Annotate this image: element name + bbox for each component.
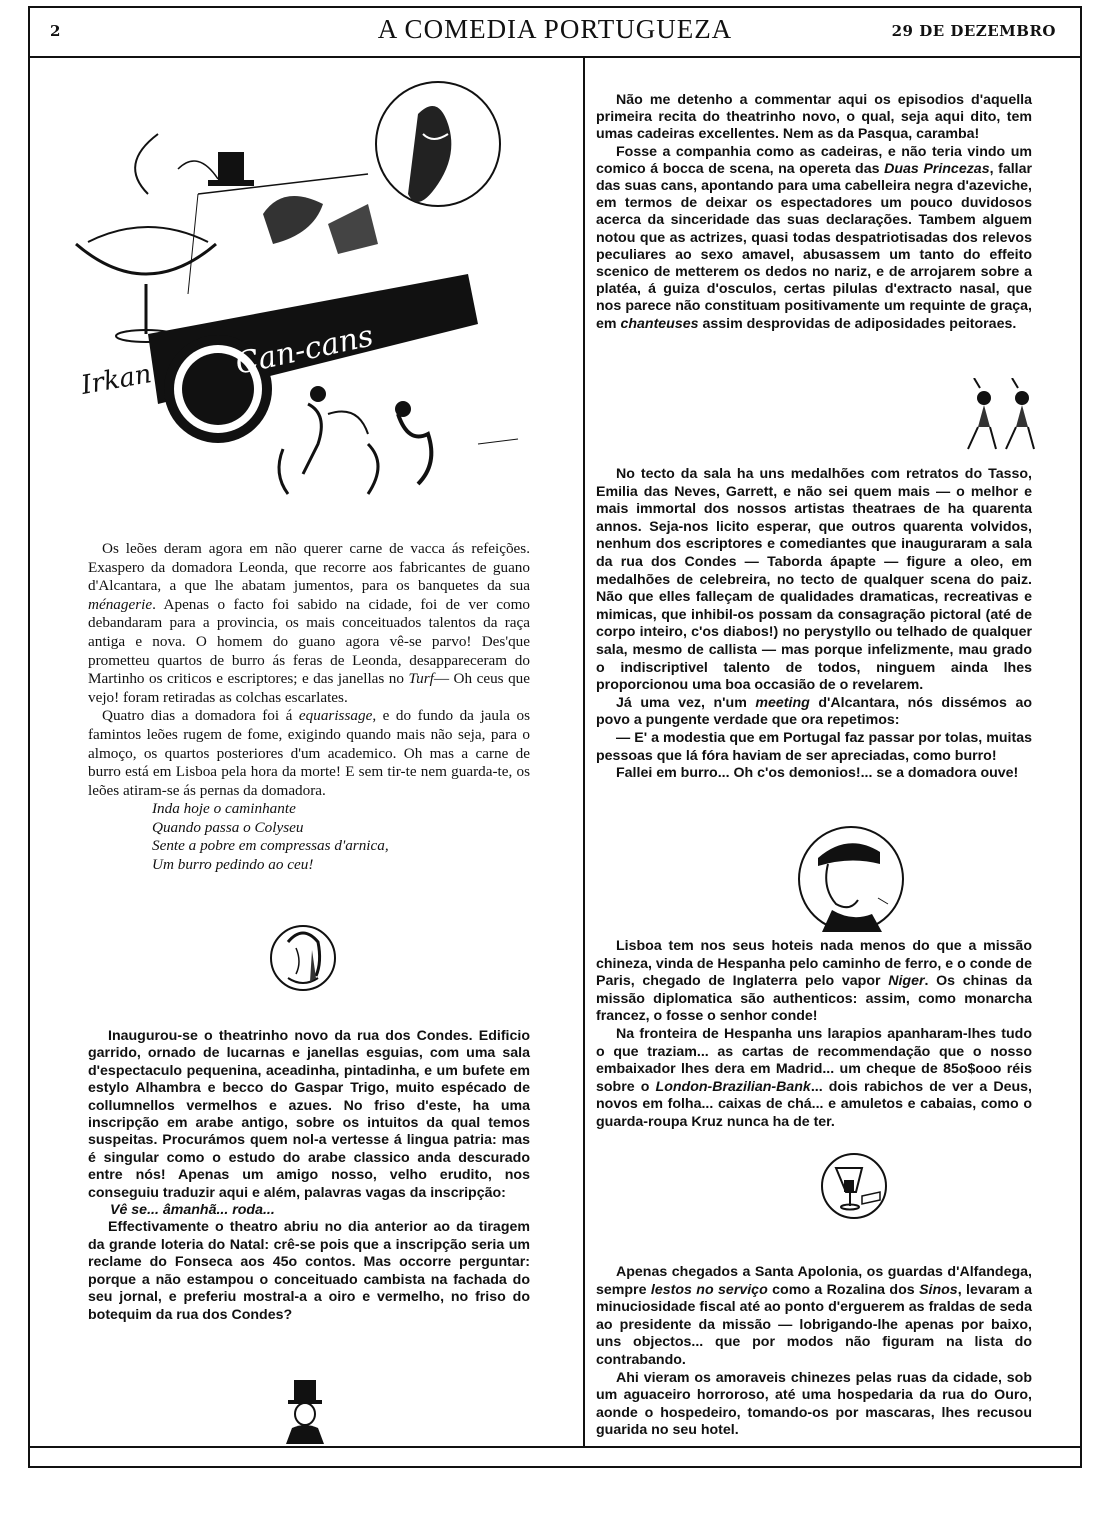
glass-icon	[818, 1150, 890, 1222]
verse-line: Um burro pedindo ao ceu!	[152, 855, 314, 873]
paragraph: Quatro dias a domadora foi á equarissage, e do fundo da jaula os famintos leões rugem de fome, exigindo quando mais não seja, para o almoço, os quartos posteriores d'um academico. Oh mas a carne de burro está em Lisboa pela hora da morte! E sem tir-te nem guarda-te, os leões atiram-se ás pernas da domadora.	[88, 707, 531, 799]
paragraph: Fallei em burro... Oh c'os demonios!... se a domadora ouve!	[616, 765, 1019, 782]
paragraph: Não me detenho a commentar aqui os episodios d'aquella primeira recita do theatrinho novo, o qual, seja aqui dito, tem umas cadeiras excellentes. Nem as da Pasqua, caramba!	[596, 92, 1032, 143]
paragraph: — E' a modestia que em Portugal faz passar por tolas, muitas pessoas que lá fóra haviam de ser apreciadas, como burro!	[596, 729, 1032, 764]
left-column-article-leoes	[88, 540, 530, 874]
journal-title: A COMEDIA PORTUGUEZA	[377, 14, 733, 44]
verse-line: Sente a pobre em compressas d'arnica,	[152, 837, 389, 855]
cancans-illustration	[68, 74, 538, 504]
paragraph: Na fronteira de Hespanha uns larapios apanharam-lhes tudo o que traziam... as cartas de recommendação que o nosso embaixador lhes dera em Madrid... um cheque de 85o$ooo réis sobre o London-Brazilian-Bank... dois rabichos de ver a Deus, novos em folha... caixas de chá... e amuletos e cabaias, como o guarda-roupa Kruz nunca ha de ter.	[596, 1025, 1032, 1130]
paragraph: Ahi vieram os amoraveis chinezes pelas ruas da cidade, sob um aguaceiro horroroso, até uma hospedaria da rua do Ouro, aonde o hospedeiro, tomando-os por mascaras, lhes recusou guarida no seu hotel.	[596, 1369, 1032, 1439]
paragraph: Os leões deram agora em não querer carne de vacca ás refeições. Exaspero da domadora Leonda, que recorre aos fabricantes de guano d'Alcantara, a que lhe abatam jumentos, para os banquetes da sua ménagerie. Apenas o facto foi sabido na cidade, foi de ver como debandaram para a provincia, os mais conceituados talentos da raça antiga e nova. O homem do guano agora vê-se parvo! Des'que prometteu quartos de burro ás feras de Leonda, desappareceram do Martinho os criticos e escriptores; e das janellas no Turf— Oh ceus que vejo! foram retiradas as colchas escarlates.	[88, 540, 530, 706]
right-column-article-missao	[596, 938, 1032, 1132]
verse-line: Inda hoje o caminhante	[152, 800, 296, 818]
man-portrait-icon	[790, 824, 912, 934]
woman-portrait-icon	[268, 922, 338, 996]
paragraph: No tecto da sala ha uns medalhões com retratos do Tasso, Emilia das Neves, Garrett, e não sei quem mais — o melhor e mais immortal dos nossos artistas theatraes de ha quarenta annos. Seja-nos licito esperar, que outros quarenta volvidos, nenhum dos escriptores e comediantes que inauguraram a sala da rua dos Condes — Taborda ápарte — figure a oleo, em medalhões de celebreira, no tecto de qualquer scena do paiz. Não que elles falleçam de qualidades dramaticas, recreativas e mimicas, que inhibil-os possam da consagração pictoral (até de corpo inteiro, c'os diabos!) no perystyllo ou telhado de qualquer sala, mesmo de callista — mas porque infelizmente, mau grado o indiscriptivel talento de todos, ninguem ainda lhes proporcionou uma boa occasião de o revelarem.	[596, 466, 1032, 694]
left-column-article-theatrinho	[88, 1028, 530, 1324]
dancers-icon	[958, 378, 1048, 456]
verse-line: Quando passa o Colyseu	[152, 818, 304, 836]
paragraph: Effectivamente o theatro abriu no dia anterior ao da tiragem da grande loteria do Natal: crê-se pois que a inscripção seria um reclame do Fonseca aos 45o contos. Mas occorre perguntar: porque a não estampou o conceituado cambista na fachada do seu jornal, e preferiu mostral-a a oiro e vermelho, no friso do botequim da rua dos Condes?	[88, 1219, 530, 1323]
cancans-signature: Irkan	[79, 359, 154, 401]
paragraph: Lisboa tem nos seus hoteis nada menos do que a missão chineza, vinda de Hespanha pelo caminho de ferro, e o conde de Paris, chegado de Inglaterra pelo vapor Niger. Os chinas da missão diplomatica são authenticos: assim, como monarcha francez, o fosse o senhor conde!	[596, 938, 1032, 1025]
top-hat-man-icon	[280, 1378, 332, 1444]
verse	[152, 800, 530, 874]
paragraph: Apenas chegados a Santa Apolonia, os guardas d'Alfandega, sempre lestos no serviço como a Rozalina dos Sinos, levaram a minuciosidade fiscal até ao ponto d'erguerem as fraldas de seda ao presidente da missão — lobrigando-lhe apenas por baixo, uns objectos... que por modos não figuram na lista do contrabando.	[596, 1264, 1032, 1368]
column-divider	[583, 58, 585, 1446]
quote: Vê se... âmanhã... roda...	[110, 1202, 275, 1219]
paragraph: Fosse a companhia como as cadeiras, e não teria vindo um comico á bocca de scena, na opereta das Duas Princezas, fallar das suas cans, apontando para uma cabelleira negra d'azeviche, em termos de deixar os espectadores um pouco duvidosos acerca da sinceridade das suas declarações. Tambem alguem notou que as actrizes, quasi todas despatriotisadas dos relevos peculiares ao sexo amavel, abusassem um tanto do effeito scenico de metterem os dedos no nariz, e de arrojarem sobre a platéa, á guiza d'osculos, certas pilulas d'extracto nasal, que nos parece não constituam positivamente um requinte de graça, em chanteuses assim desprovidas de adiposidades peitoraes.	[596, 143, 1033, 332]
paragraph: Inaugurou-se o theatrinho novo da rua dos Condes. Edificio garrido, ornado de lucarnas e janellas esguias, com uma sala d'espectaculo pequenina, aceadinha, pintadinha, e um bufete em estylo Alhambra e becco do Gaspar Trigo, muito espécado de collumnellos vermelhos e azues. No friso d'este, ha uma inscripção em arabe antigo, sobre os intuitos da qual temos suspeitas. Procurámos quem nol-a vertesse á lingua patria: mas é singular como o estudo do arabe classico anda descurado entre nós! Apenas um amigo nosso, velho erudito, nos conseguiu traduzir aqui e além, palavras vagas da inscripção:	[88, 1028, 530, 1201]
masthead	[30, 10, 1080, 58]
right-column-article-medalhoes	[596, 466, 1032, 783]
right-column-article-alfandega	[596, 1264, 1032, 1440]
page-number: 2	[50, 22, 61, 40]
right-column-article-recita	[596, 92, 1032, 333]
paragraph: Já uma vez, n'um meeting d'Alcantara, nós dissémos ao povo a pungente verdade que ora repetimos:	[596, 694, 1032, 729]
issue-date: 29 DE DEZEMBRO	[891, 22, 1056, 40]
cancans-lettering: Can-cans	[232, 318, 377, 382]
bottom-divider	[30, 1446, 1080, 1448]
